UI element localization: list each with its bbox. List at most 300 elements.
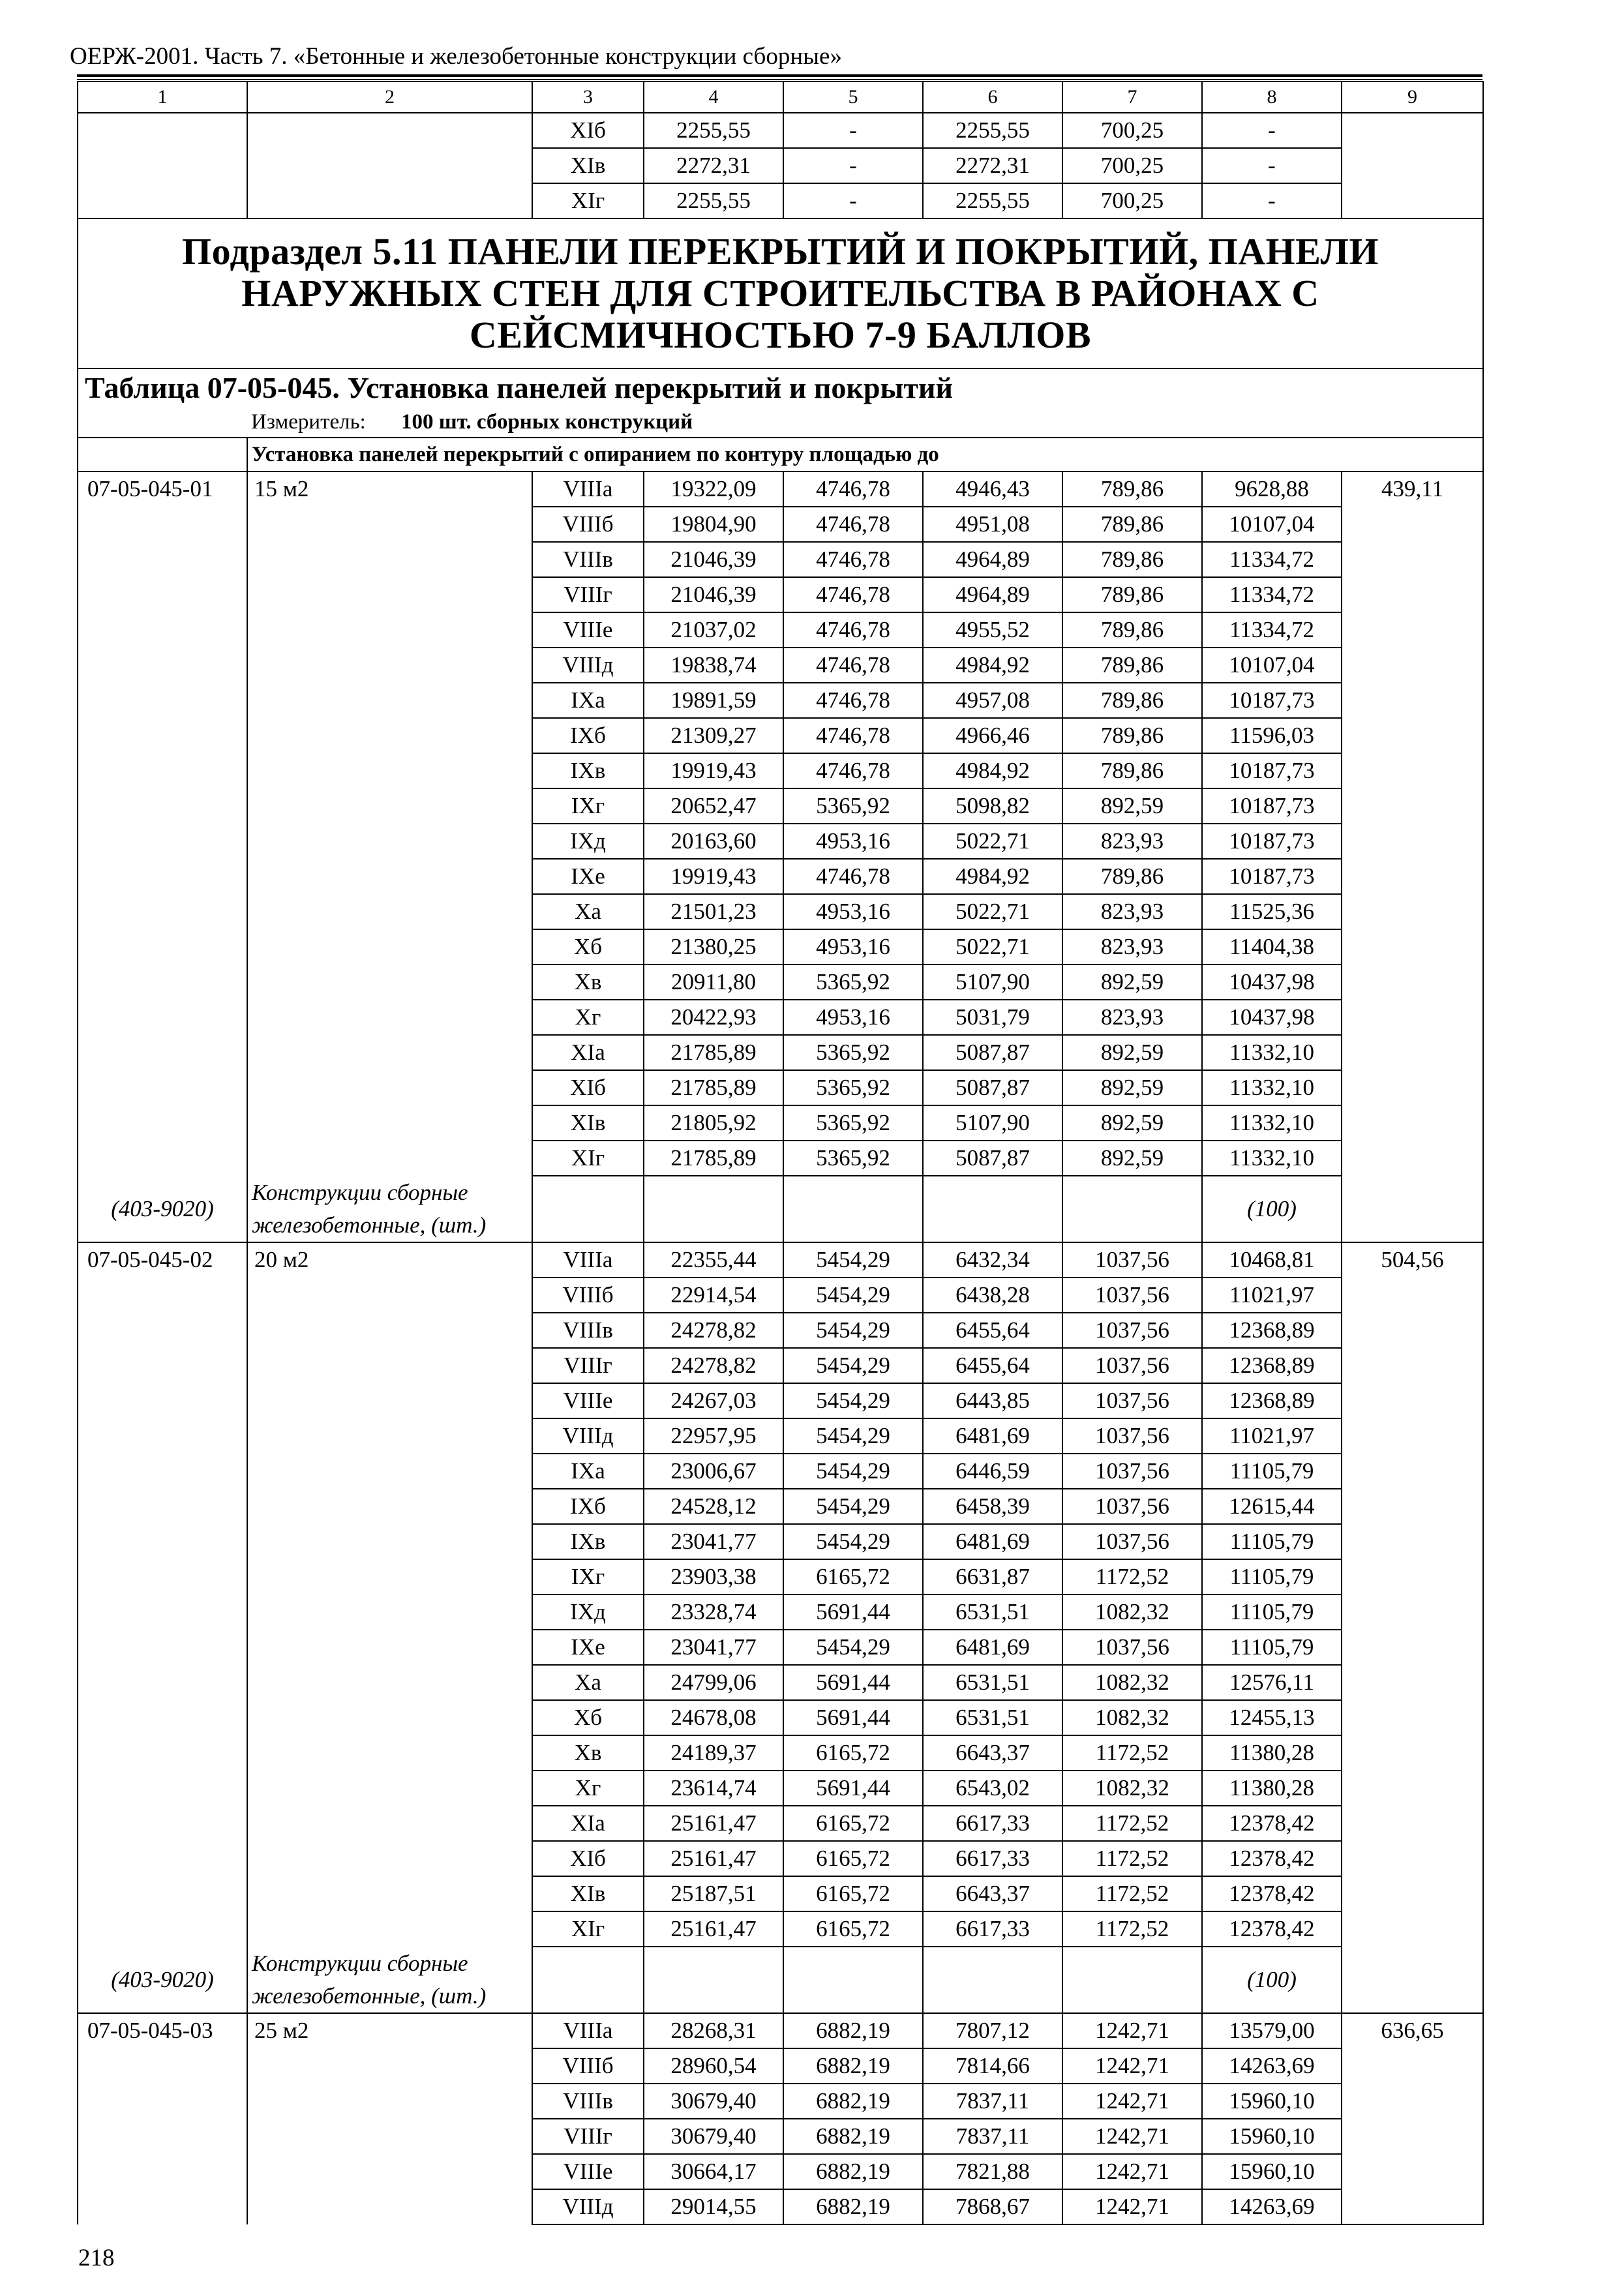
value-cell: 6617,33: [923, 1911, 1062, 1947]
value-cell: 6165,72: [783, 1559, 923, 1594]
value-cell: 11380,28: [1202, 1735, 1342, 1771]
value-cell: 4953,16: [783, 894, 923, 929]
value-cell: 1037,56: [1062, 1242, 1202, 1278]
value-cell: 11596,03: [1202, 718, 1342, 753]
value-cell: 5454,29: [783, 1242, 923, 1278]
table-title-row: [78, 368, 1483, 407]
value-cell: 4953,16: [783, 929, 923, 965]
value-cell: 6481,69: [923, 1630, 1062, 1665]
zone-cell: VIIIб: [532, 507, 644, 542]
resource-unit: (100): [1202, 1947, 1342, 2013]
value-cell: 1082,32: [1062, 1700, 1202, 1735]
value-cell: 11332,10: [1202, 1105, 1342, 1141]
item-row: [78, 1242, 1483, 1278]
value-cell: 24678,08: [644, 1700, 783, 1735]
value-cell: 10187,73: [1202, 753, 1342, 788]
zone-cell: VIIIд: [532, 1418, 644, 1454]
zone-cell: VIIIв: [532, 1313, 644, 1348]
value-cell: 6531,51: [923, 1700, 1062, 1735]
value-cell: 19919,43: [644, 753, 783, 788]
value-cell: 6458,39: [923, 1489, 1062, 1524]
value-cell: 25161,47: [644, 1841, 783, 1876]
value-cell: 19838,74: [644, 648, 783, 683]
measure-label: Измеритель:: [251, 410, 366, 434]
subsection-title: Подраздел 5.11 ПАНЕЛИ ПЕРЕКРЫТИЙ И ПОКРЫТИЙ, ПАНЕЛИ НАРУЖНЫХ СТЕН ДЛЯ СТРОИТЕЛЬСТВА В РАЙОНАХ С СЕЙСМИЧНОСТЬЮ 7-9 БАЛЛОВ: [78, 218, 1483, 368]
value-cell: 12378,42: [1202, 1911, 1342, 1947]
value-cell: 1082,32: [1062, 1665, 1202, 1700]
column-number: 4: [644, 82, 783, 113]
value-cell: 1242,71: [1062, 2189, 1202, 2224]
value-cell: 5031,79: [923, 1000, 1062, 1035]
value-cell: 24267,03: [644, 1383, 783, 1418]
zone-cell: VIIIд: [532, 2189, 644, 2224]
empty-cell: [532, 1176, 644, 1242]
value-cell: 2255,55: [923, 183, 1062, 218]
value-cell: 789,86: [1062, 471, 1202, 507]
value-cell: 4946,43: [923, 471, 1062, 507]
value-cell: 5691,44: [783, 1771, 923, 1806]
value-cell: 23006,67: [644, 1454, 783, 1489]
zone-cell: ХIб: [532, 113, 644, 148]
empty-cell: [923, 1947, 1062, 2013]
value-cell: 21380,25: [644, 929, 783, 965]
value-cell: 25161,47: [644, 1911, 783, 1947]
value-cell: 1037,56: [1062, 1313, 1202, 1348]
value-cell: -: [1202, 183, 1342, 218]
value-cell: 11380,28: [1202, 1771, 1342, 1806]
value-cell: 4746,78: [783, 718, 923, 753]
value-cell: 11334,72: [1202, 612, 1342, 648]
value-cell: 4746,78: [783, 683, 923, 718]
value-cell: 7814,66: [923, 2048, 1062, 2084]
value-cell: 1242,71: [1062, 2154, 1202, 2189]
value-cell: 4746,78: [783, 859, 923, 894]
value-cell: 5691,44: [783, 1594, 923, 1630]
zone-cell: IХа: [532, 1454, 644, 1489]
value-cell: 7837,11: [923, 2084, 1062, 2119]
item-result: 439,11: [1342, 471, 1483, 1242]
value-cell: 1082,32: [1062, 1594, 1202, 1630]
item-result: 636,65: [1342, 2013, 1483, 2224]
value-cell: -: [1202, 148, 1342, 183]
value-cell: 789,86: [1062, 577, 1202, 612]
value-cell: 1242,71: [1062, 2048, 1202, 2084]
resource-code: (403-9020): [78, 1176, 247, 1242]
zone-cell: IХе: [532, 859, 644, 894]
value-cell: 1037,56: [1062, 1278, 1202, 1313]
value-cell: 5022,71: [923, 894, 1062, 929]
value-cell: 6446,59: [923, 1454, 1062, 1489]
value-cell: 19322,09: [644, 471, 783, 507]
column-number: 3: [532, 82, 644, 113]
value-cell: 6165,72: [783, 1876, 923, 1911]
value-cell: 11404,38: [1202, 929, 1342, 965]
resource-row: [78, 1176, 1483, 1242]
column-number-row: [78, 82, 1483, 113]
value-cell: 2255,55: [644, 183, 783, 218]
value-cell: -: [783, 113, 923, 148]
value-cell: 20911,80: [644, 965, 783, 1000]
value-cell: 5087,87: [923, 1141, 1062, 1176]
value-cell: 21046,39: [644, 542, 783, 577]
table-title: Таблица 07-05-045. Установка панелей перекрытий и покрытий: [78, 368, 1483, 407]
zone-cell: VIIIб: [532, 1278, 644, 1313]
value-cell: 4951,08: [923, 507, 1062, 542]
empty-cell: [644, 1176, 783, 1242]
value-cell: 892,59: [1062, 788, 1202, 824]
value-cell: 1242,71: [1062, 2084, 1202, 2119]
value-cell: 4746,78: [783, 542, 923, 577]
value-cell: 24278,82: [644, 1348, 783, 1383]
column-number: 5: [783, 82, 923, 113]
measure-cell: [78, 407, 1483, 438]
value-cell: 6438,28: [923, 1278, 1062, 1313]
value-cell: 2255,55: [923, 113, 1062, 148]
value-cell: 24189,37: [644, 1735, 783, 1771]
empty-cell: [1062, 1176, 1202, 1242]
zone-cell: ХIг: [532, 183, 644, 218]
value-cell: 5107,90: [923, 965, 1062, 1000]
item-code: 07-05-045-01: [78, 471, 247, 1176]
value-cell: 19891,59: [644, 683, 783, 718]
zone-cell: ХIв: [532, 148, 644, 183]
value-cell: 892,59: [1062, 965, 1202, 1000]
zone-cell: IХа: [532, 683, 644, 718]
value-cell: 4746,78: [783, 577, 923, 612]
value-cell: 700,25: [1062, 183, 1202, 218]
value-cell: 10187,73: [1202, 824, 1342, 859]
zone-cell: ХIа: [532, 1035, 644, 1070]
value-cell: 5454,29: [783, 1454, 923, 1489]
zone-cell: VIIIд: [532, 648, 644, 683]
zone-cell: VIIIг: [532, 2119, 644, 2154]
group-code-empty: [78, 438, 247, 471]
value-cell: 789,86: [1062, 612, 1202, 648]
value-cell: 2255,55: [644, 113, 783, 148]
value-cell: 1172,52: [1062, 1735, 1202, 1771]
code-cell-empty: [78, 113, 247, 218]
measure-row: [78, 407, 1483, 438]
column-number: 9: [1342, 82, 1483, 113]
value-cell: 10187,73: [1202, 683, 1342, 718]
value-cell: 25161,47: [644, 1806, 783, 1841]
zone-cell: VIIIе: [532, 1383, 644, 1418]
value-cell: 1082,32: [1062, 1771, 1202, 1806]
zone-cell: VIIIв: [532, 542, 644, 577]
value-cell: 6543,02: [923, 1771, 1062, 1806]
empty-cell: [783, 1947, 923, 2013]
value-cell: 1037,56: [1062, 1348, 1202, 1383]
value-cell: 24799,06: [644, 1665, 783, 1700]
zone-cell: ХIг: [532, 1141, 644, 1176]
resource-row: [78, 1947, 1483, 2013]
value-cell: 6617,33: [923, 1841, 1062, 1876]
value-cell: 5365,92: [783, 1105, 923, 1141]
value-cell: 7821,88: [923, 2154, 1062, 2189]
value-cell: 2272,31: [644, 148, 783, 183]
group-title: Установка панелей перекрытий с опиранием по контуру площадью до: [247, 438, 1483, 471]
zone-cell: VIIIв: [532, 2084, 644, 2119]
zone-cell: IХд: [532, 824, 644, 859]
value-cell: 29014,55: [644, 2189, 783, 2224]
value-cell: 11332,10: [1202, 1070, 1342, 1105]
rates-table: [77, 81, 1484, 2225]
value-cell: 5454,29: [783, 1524, 923, 1559]
zone-cell: IХд: [532, 1594, 644, 1630]
value-cell: 1172,52: [1062, 1911, 1202, 1947]
value-cell: 6165,72: [783, 1911, 923, 1947]
value-cell: 6165,72: [783, 1735, 923, 1771]
value-cell: 1172,52: [1062, 1806, 1202, 1841]
value-cell: 1037,56: [1062, 1454, 1202, 1489]
value-cell: 23041,77: [644, 1524, 783, 1559]
value-cell: 6165,72: [783, 1841, 923, 1876]
value-cell: 15960,10: [1202, 2119, 1342, 2154]
zone-cell: VIIIе: [532, 612, 644, 648]
item-result: 504,56: [1342, 1242, 1483, 2013]
value-cell: 6882,19: [783, 2154, 923, 2189]
resource-code: (403-9020): [78, 1947, 247, 2013]
zone-cell: IХб: [532, 718, 644, 753]
value-cell: 5365,92: [783, 1070, 923, 1105]
value-cell: 5087,87: [923, 1035, 1062, 1070]
value-cell: 1037,56: [1062, 1630, 1202, 1665]
value-cell: 892,59: [1062, 1141, 1202, 1176]
item-code: 07-05-045-02: [78, 1242, 247, 1947]
value-cell: 11332,10: [1202, 1141, 1342, 1176]
value-cell: 5454,29: [783, 1489, 923, 1524]
value-cell: 1037,56: [1062, 1418, 1202, 1454]
value-cell: 892,59: [1062, 1070, 1202, 1105]
zone-cell: ХIб: [532, 1070, 644, 1105]
value-cell: 4746,78: [783, 612, 923, 648]
value-cell: -: [783, 183, 923, 218]
resource-unit: (100): [1202, 1176, 1342, 1242]
value-cell: 11525,36: [1202, 894, 1342, 929]
value-cell: 24528,12: [644, 1489, 783, 1524]
zone-cell: Хв: [532, 1735, 644, 1771]
value-cell: 892,59: [1062, 1105, 1202, 1141]
item-code: 07-05-045-03: [78, 2013, 247, 2224]
value-cell: 4984,92: [923, 859, 1062, 894]
value-cell: 12368,89: [1202, 1383, 1342, 1418]
value-cell: 823,93: [1062, 929, 1202, 965]
value-cell: 4964,89: [923, 542, 1062, 577]
value-cell: 5454,29: [783, 1418, 923, 1454]
value-cell: 12615,44: [1202, 1489, 1342, 1524]
value-cell: 23614,74: [644, 1771, 783, 1806]
zone-cell: ХIв: [532, 1105, 644, 1141]
value-cell: 5107,90: [923, 1105, 1062, 1141]
value-cell: 7837,11: [923, 2119, 1062, 2154]
value-cell: 823,93: [1062, 1000, 1202, 1035]
measure-value: 100 шт. сборных конструкций: [401, 410, 693, 434]
value-cell: 11021,97: [1202, 1278, 1342, 1313]
column-number: 7: [1062, 82, 1202, 113]
area-cell-empty: [247, 113, 532, 218]
value-cell: 11334,72: [1202, 577, 1342, 612]
value-cell: 12378,42: [1202, 1876, 1342, 1911]
value-cell: 4964,89: [923, 577, 1062, 612]
value-cell: 823,93: [1062, 824, 1202, 859]
item-area: 20 м2: [247, 1242, 532, 1947]
value-cell: 28268,31: [644, 2013, 783, 2048]
zone-cell: IХв: [532, 753, 644, 788]
value-cell: 6882,19: [783, 2048, 923, 2084]
value-cell: 6643,37: [923, 1876, 1062, 1911]
value-cell: 20652,47: [644, 788, 783, 824]
value-cell: 4746,78: [783, 507, 923, 542]
value-cell: 20163,60: [644, 824, 783, 859]
empty-cell: [783, 1176, 923, 1242]
value-cell: 21785,89: [644, 1070, 783, 1105]
zone-cell: Хб: [532, 929, 644, 965]
value-cell: 4746,78: [783, 471, 923, 507]
value-cell: 6165,72: [783, 1806, 923, 1841]
value-cell: 12378,42: [1202, 1806, 1342, 1841]
value-cell: 5365,92: [783, 1035, 923, 1070]
item-area: 15 м2: [247, 471, 532, 1176]
value-cell: 11105,79: [1202, 1524, 1342, 1559]
value-cell: 5454,29: [783, 1313, 923, 1348]
value-cell: 789,86: [1062, 753, 1202, 788]
zone-cell: IХг: [532, 788, 644, 824]
value-cell: 10187,73: [1202, 859, 1342, 894]
column-number: 8: [1202, 82, 1342, 113]
value-cell: 22355,44: [644, 1242, 783, 1278]
running-title: ОЕРЖ-2001. Часть 7. «Бетонные и железобетонные конструкции сборные»: [70, 43, 842, 70]
zone-cell: ХIг: [532, 1911, 644, 1947]
value-cell: 789,86: [1062, 542, 1202, 577]
zone-cell: Ха: [532, 894, 644, 929]
value-cell: 6443,85: [923, 1383, 1062, 1418]
value-cell: 11105,79: [1202, 1559, 1342, 1594]
value-cell: 19804,90: [644, 507, 783, 542]
value-cell: 6481,69: [923, 1524, 1062, 1559]
value-cell: 1037,56: [1062, 1489, 1202, 1524]
value-cell: -: [783, 148, 923, 183]
value-cell: 4746,78: [783, 648, 923, 683]
value-cell: 10187,73: [1202, 788, 1342, 824]
zone-cell: VIIIа: [532, 471, 644, 507]
value-cell: 21785,89: [644, 1035, 783, 1070]
value-cell: 2272,31: [923, 148, 1062, 183]
value-cell: 5087,87: [923, 1070, 1062, 1105]
value-cell: 789,86: [1062, 718, 1202, 753]
value-cell: 789,86: [1062, 507, 1202, 542]
value-cell: 6882,19: [783, 2189, 923, 2224]
empty-cell: [532, 1947, 644, 2013]
value-cell: 700,25: [1062, 148, 1202, 183]
value-cell: 6531,51: [923, 1594, 1062, 1630]
zone-cell: IХв: [532, 1524, 644, 1559]
value-cell: 5454,29: [783, 1348, 923, 1383]
value-cell: 5365,92: [783, 788, 923, 824]
value-cell: 5098,82: [923, 788, 1062, 824]
value-cell: 21037,02: [644, 612, 783, 648]
value-cell: 1172,52: [1062, 1876, 1202, 1911]
value-cell: 11334,72: [1202, 542, 1342, 577]
value-cell: 11105,79: [1202, 1630, 1342, 1665]
zone-cell: VIIIг: [532, 577, 644, 612]
value-cell: 4953,16: [783, 1000, 923, 1035]
value-cell: 20422,93: [644, 1000, 783, 1035]
value-cell: 12368,89: [1202, 1348, 1342, 1383]
value-cell: 12455,13: [1202, 1700, 1342, 1735]
empty-cell: [923, 1176, 1062, 1242]
value-cell: 823,93: [1062, 894, 1202, 929]
value-cell: 12378,42: [1202, 1841, 1342, 1876]
value-cell: 1037,56: [1062, 1524, 1202, 1559]
value-cell: 4955,52: [923, 612, 1062, 648]
value-cell: 11105,79: [1202, 1594, 1342, 1630]
value-cell: 1172,52: [1062, 1559, 1202, 1594]
value-cell: 24278,82: [644, 1313, 783, 1348]
value-cell: 5691,44: [783, 1700, 923, 1735]
column-number: 2: [247, 82, 532, 113]
value-cell: 10107,04: [1202, 507, 1342, 542]
empty-cell: [644, 1947, 783, 2013]
value-cell: 11021,97: [1202, 1418, 1342, 1454]
value-cell: 6455,64: [923, 1348, 1062, 1383]
value-cell: 30664,17: [644, 2154, 783, 2189]
value-cell: 4966,46: [923, 718, 1062, 753]
zone-cell: IХб: [532, 1489, 644, 1524]
value-cell: 1172,52: [1062, 1841, 1202, 1876]
zone-cell: ХIв: [532, 1876, 644, 1911]
value-cell: 5454,29: [783, 1278, 923, 1313]
subsection-row: [78, 218, 1483, 368]
zone-cell: IХе: [532, 1630, 644, 1665]
group-title-row: [78, 438, 1483, 471]
zone-cell: Хг: [532, 1771, 644, 1806]
header-rule-thin: [77, 79, 1482, 80]
value-cell: 12368,89: [1202, 1313, 1342, 1348]
zone-cell: VIIIб: [532, 2048, 644, 2084]
zone-cell: VIIIг: [532, 1348, 644, 1383]
zone-cell: Хв: [532, 965, 644, 1000]
value-cell: 23903,38: [644, 1559, 783, 1594]
value-cell: 22957,95: [644, 1418, 783, 1454]
value-cell: 6643,37: [923, 1735, 1062, 1771]
value-cell: 19919,43: [644, 859, 783, 894]
value-cell: 1037,56: [1062, 1383, 1202, 1418]
value-cell: 4984,92: [923, 648, 1062, 683]
value-cell: 6531,51: [923, 1665, 1062, 1700]
value-cell: 6882,19: [783, 2084, 923, 2119]
value-cell: 6631,87: [923, 1559, 1062, 1594]
empty-cell: [1062, 1947, 1202, 2013]
value-cell: 4984,92: [923, 753, 1062, 788]
value-cell: 23328,74: [644, 1594, 783, 1630]
value-cell: 7807,12: [923, 2013, 1062, 2048]
value-cell: 6617,33: [923, 1806, 1062, 1841]
value-cell: 15960,10: [1202, 2154, 1342, 2189]
value-cell: 21785,89: [644, 1141, 783, 1176]
value-cell: 21501,23: [644, 894, 783, 929]
item-row: [78, 471, 1483, 507]
value-cell: 22914,54: [644, 1278, 783, 1313]
value-cell: 10468,81: [1202, 1242, 1342, 1278]
value-cell: 5365,92: [783, 1141, 923, 1176]
value-cell: 789,86: [1062, 648, 1202, 683]
zone-cell: Хб: [532, 1700, 644, 1735]
value-cell: 1242,71: [1062, 2013, 1202, 2048]
value-cell: 5454,29: [783, 1383, 923, 1418]
value-cell: 789,86: [1062, 859, 1202, 894]
value-cell: 21805,92: [644, 1105, 783, 1141]
zone-cell: Хг: [532, 1000, 644, 1035]
